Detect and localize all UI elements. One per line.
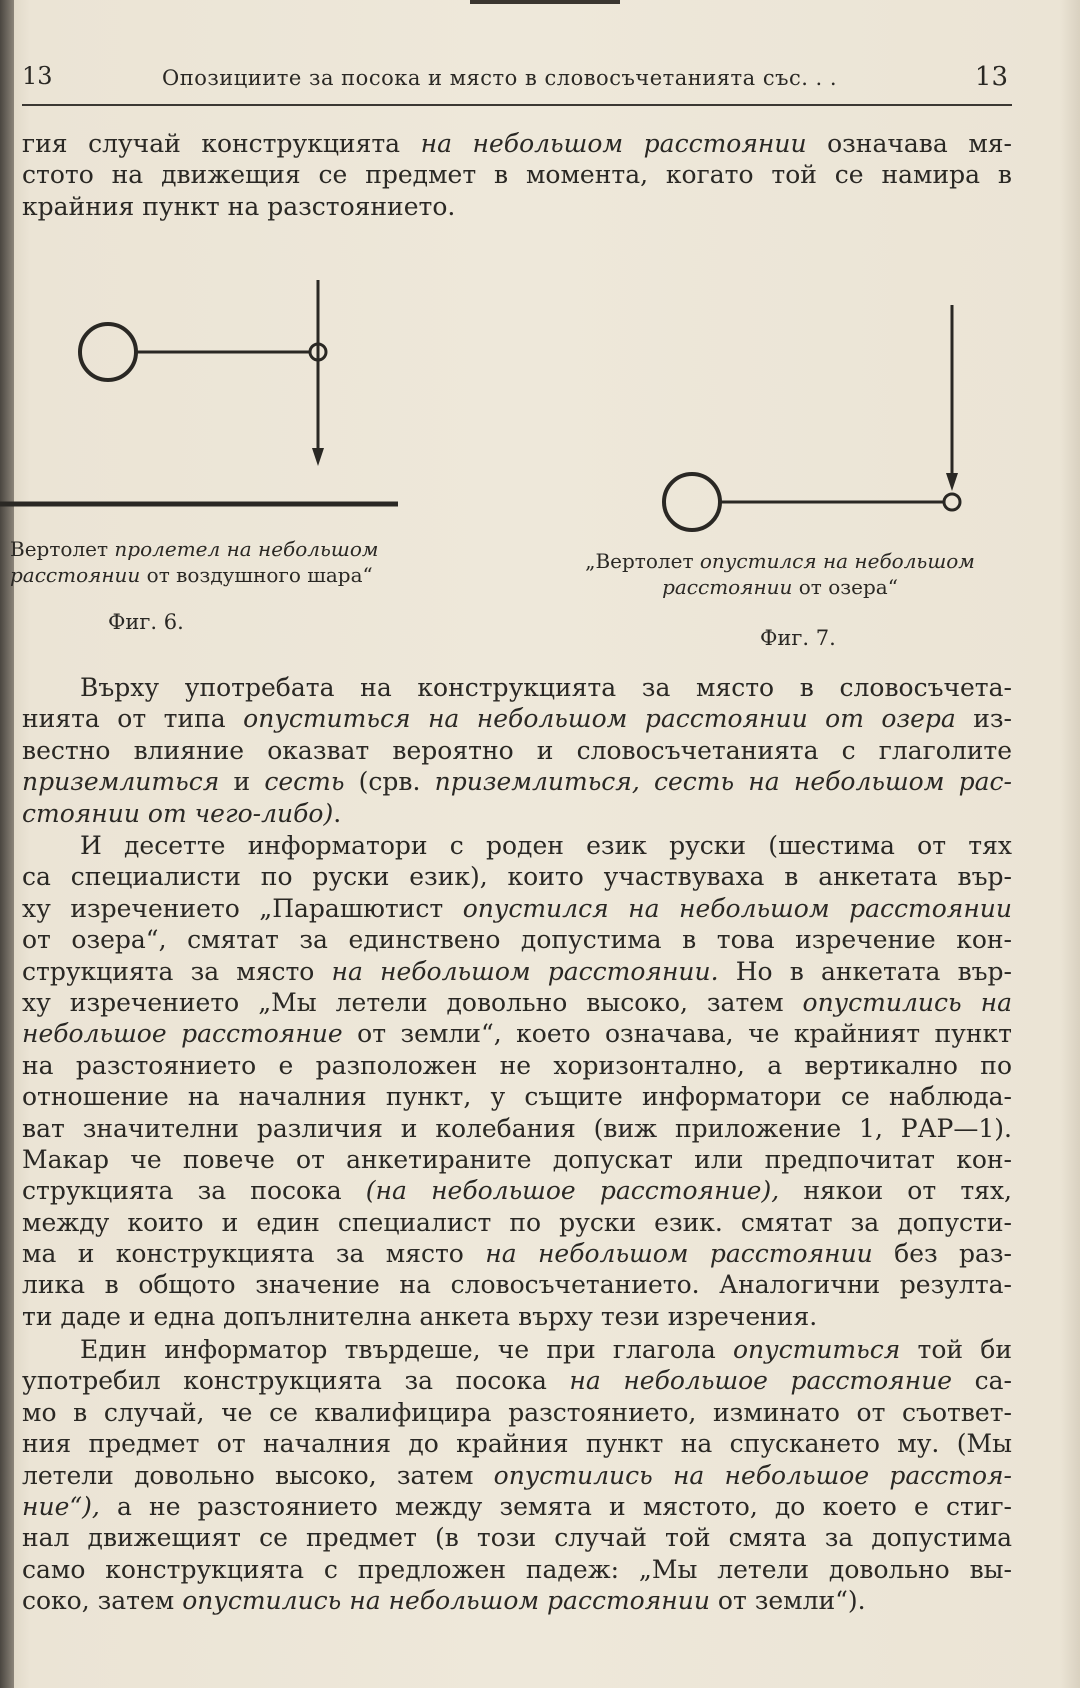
top-edge-mark <box>470 0 620 4</box>
paragraph-3 <box>22 1334 1012 1617</box>
figure-6-caption: Вертолет пролетел на небольшом расстоянии от воздушного шара“ <box>10 537 379 587</box>
text-line: ния предмет от началния до крайния пункт на спускането му. (Мы <box>22 1429 1012 1459</box>
text-line: ти даде и една допълнителна анкета върху тези изречения. <box>22 1301 818 1331</box>
text-line: стото на движещия се предмет в момента, когато той се намира в <box>22 160 1012 190</box>
text-line: ние“), а не разстоянието между земята и мястото, до което е стиг- <box>22 1491 1012 1521</box>
figure-6-diagram <box>0 270 420 520</box>
figure-7-diagram <box>660 295 980 535</box>
text-line: са специалисти по руски език), които участвуваха в анкетата вър- <box>22 862 1012 892</box>
running-title: Опозициите за посока и място в словосъчетанията със. . . <box>162 66 838 90</box>
text-line: крайния пункт на разстоянието. <box>22 191 456 221</box>
text-line: от озера“, смятат за единствено допустима в това изречение кон- <box>22 925 1012 955</box>
text-line: нията от типа опуститься на небольшом расстоянии от озера из- <box>22 704 1012 734</box>
balloon-circle <box>80 324 136 380</box>
text-line: соко, затем опустились на небольшом расстоянии от земли“). <box>22 1586 866 1616</box>
text-line: ху изречението „Мы летели довольно высоко, затем опустились на <box>22 987 1012 1017</box>
text-line: мо в случай, че се квалифицира разстоянието, изминато от съответ- <box>22 1397 1012 1427</box>
arrow-head <box>946 473 958 491</box>
text-line: И десетте информатори с роден език руски (шестима от тях <box>80 831 1012 860</box>
text-line: ма и конструкцията за място на небольшом расстоянии без раз- <box>22 1239 1012 1269</box>
text-line: летели довольно высоко, затем опустились на небольшое расстоя- <box>22 1460 1012 1490</box>
figure-6-label: Фиг. 6. <box>108 610 184 634</box>
text-line: стоянии от чего-либо). <box>22 798 342 828</box>
text-line: струкцията за място на небольшом расстоянии. Но в анкетата вър- <box>22 956 1013 986</box>
figure-7-label: Фиг. 7. <box>760 626 836 650</box>
paragraph-1 <box>22 672 1012 829</box>
page-number-left: 13 <box>22 62 53 90</box>
text-line: лика в общото значение на словосъчетанието. Аналогични резулта- <box>22 1270 1012 1300</box>
intro-paragraph <box>22 128 1012 222</box>
lake-circle <box>664 474 720 530</box>
text-line: небольшое расстояние от земли“, което означава, че крайният пункт <box>22 1019 1012 1049</box>
text-line: Върху употребата на конструкцията за място в словосъчета- <box>80 673 1012 702</box>
text-line: вестно влияние оказват вероятно и словосъчетанията с глаголите <box>22 735 1012 765</box>
text-line: Макар че повече от анкетираните допускат или предпочитат кон- <box>22 1144 1012 1174</box>
text-line: приземлиться и сесть (срв. приземлиться, сесть на небольшом рас- <box>22 767 1012 797</box>
figure-7-caption: „Вертолет опустился на небольшом расстоянии от озера“ <box>585 549 975 599</box>
text-line: само конструкцията с предложен падеж: „Мы летели довольно вы- <box>22 1554 1012 1584</box>
text-line: отношение на началния пункт, у същите информатори се наблюда- <box>22 1082 1012 1112</box>
paragraph-2 <box>22 830 1012 1332</box>
text-line: ху изречението „Парашютист опустился на небольшом расстоянии <box>22 893 1012 923</box>
text-line: нал движещият се предмет (в този случай той смята за допустима <box>22 1523 1012 1553</box>
text-line: Един информатор твърдеше, че при глагола опуститься той би <box>80 1335 1012 1364</box>
text-line: ват значителни различия и колебания (виж приложение 1, РАР—1). <box>22 1113 1012 1143</box>
helicopter-point <box>944 494 960 510</box>
text-line: струкцията за посока (на небольшое расстояние), някои от тях, <box>22 1176 1012 1206</box>
text-line: гия случай конструкцията на небольшом расстоянии означава мя- <box>22 129 1012 158</box>
text-line: между които и един специалист по руски език. смятат за допусти- <box>22 1207 1012 1237</box>
text-line: на разстоянието е разположен не хоризонтално, а вертикално по <box>22 1050 1012 1080</box>
text-line: употребил конструкцията за посока на небольшое расстояние са- <box>22 1366 1012 1396</box>
page-number-right: 13 <box>974 62 1008 92</box>
book-binding-edge <box>0 0 14 1688</box>
page-header <box>22 58 1012 106</box>
arrow-head <box>312 448 324 466</box>
